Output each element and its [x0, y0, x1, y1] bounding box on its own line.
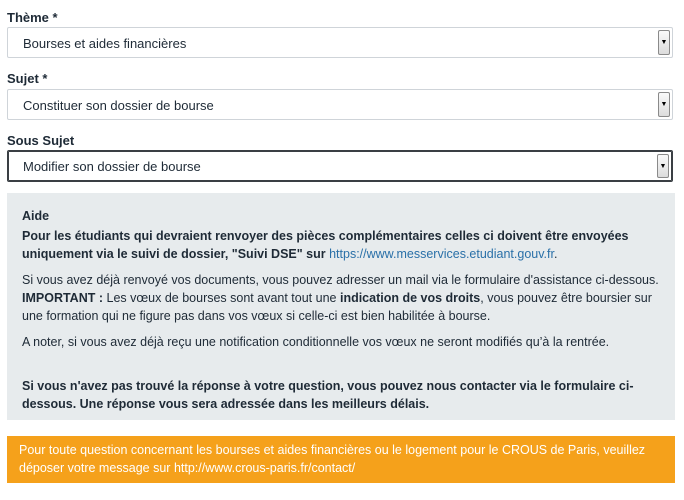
subject-select-value: Constituer son dossier de bourse — [23, 98, 214, 113]
dropdown-arrow-icon[interactable]: ▼ — [658, 92, 670, 117]
help-paragraph-5: Si vous n'avez pas trouvé la réponse à votre question, vous pouvez nous contacter via le formulaire ci-dessous. Une réponse vous sera adressée dans les meilleurs délais. — [22, 379, 634, 411]
help-paragraph-3 — [22, 289, 660, 325]
help-p3-b: , vous pouvez être boursier sur une formation qui ne figure pas dans vos vœux si celle-ci est bien habilitée à bourse. — [22, 291, 652, 323]
help-paragraph-4: A noter, si vous avez déjà reçu une notification conditionnelle vos vœux ne seront modifiés qu’à la rentrée. — [22, 335, 610, 349]
important-label: IMPORTANT : — [22, 291, 104, 305]
dropdown-arrow-icon[interactable]: ▼ — [658, 30, 670, 55]
help-paragraph-2: Si vous avez déjà renvoyé vos documents, vous pouvez adresser un mail via le formulaire d'assistance ci-dessous. — [22, 273, 659, 287]
messervices-link[interactable]: https://www.messervices.etudiant.gouv.fr — [329, 247, 554, 261]
subject-label: Sujet * — [7, 71, 48, 86]
subsubject-select[interactable] — [7, 150, 673, 182]
theme-label: Thème * — [7, 10, 58, 25]
crous-notice-text: Pour toute question concernant les bourses et aides financières ou le logement pour le CROUS de Paris, veuillez déposer votre message sur http://www.crous-paris.fr/contact/ — [19, 443, 646, 475]
crous-notice-banner — [7, 436, 675, 483]
subsubject-label: Sous Sujet — [7, 133, 75, 148]
help-p1-end: . — [553, 247, 558, 261]
subject-select[interactable] — [7, 89, 673, 120]
dropdown-arrow-icon[interactable]: ▼ — [657, 154, 669, 178]
theme-select[interactable] — [7, 27, 673, 58]
theme-select-value: Bourses et aides financières — [23, 36, 187, 51]
help-paragraph-1 — [22, 227, 660, 263]
help-p1-bold: Pour les étudiants qui devraient renvoyer des pièces complémentaires celles ci doivent être envoyées uniquement via le suivi de dossier, "Suivi DSE" sur — [22, 229, 629, 261]
help-p3-a: Les vœux de bourses sont avant tout une — [103, 291, 340, 305]
help-p3-bold: indication de vos droits — [339, 291, 481, 305]
subsubject-select-value: Modifier son dossier de bourse — [23, 159, 201, 174]
help-title: Aide — [22, 209, 50, 223]
help-panel — [7, 193, 675, 420]
